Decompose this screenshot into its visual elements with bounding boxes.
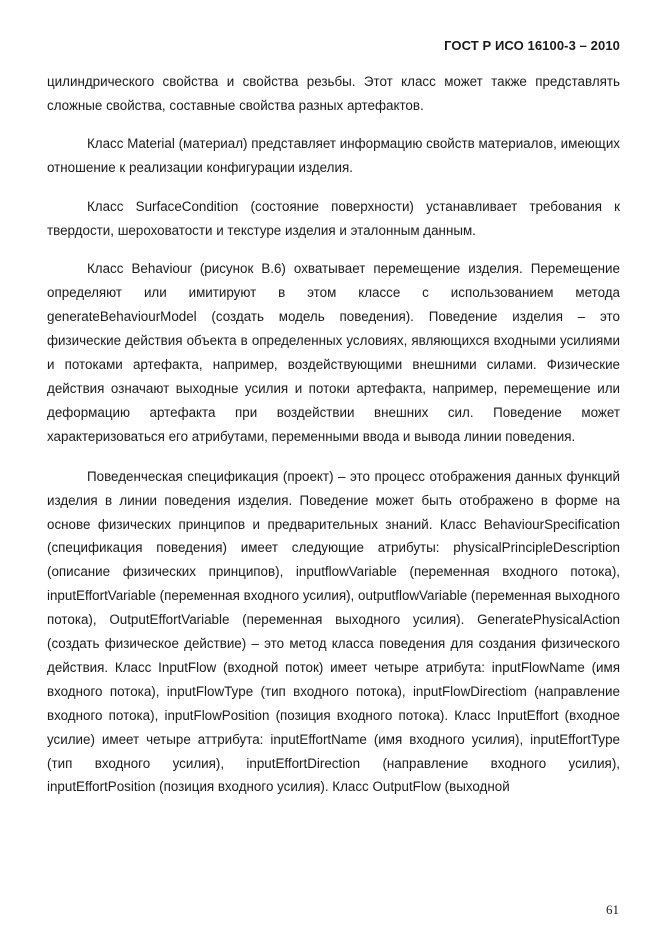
- paragraph-continuation: цилиндрического свойства и свойства резьбы. Этот класс может также представлять сложные свойства, составные свойства разных артефактов.: [47, 74, 620, 113]
- document-header: ГОСТ Р ИСО 16100-3 – 2010: [444, 38, 620, 53]
- paragraph-material-class: Класс Material (материал) представляет информацию свойств материалов, имеющих отношение к реализации конфигурации изделия.: [47, 135, 620, 175]
- page-number: 61: [606, 902, 619, 917]
- document-body: [47, 70, 620, 799]
- paragraph-behaviour-specification: Поведенческая спецификация (проект) – это процесс отображения данных функций изделия в линии поведения изделия. Поведение может быть отображено в форме на основе физических принципов и предварительных знаний. Класс BehaviourSpecification (спецификация поведения) имеет следующие атрибуты: physicalPrincipleDescription (описание физических принципов), inputflowVariable (переменная входного потока), inputEffortVariable (переменная входного усилия), outputflowVariable (переменная выходного потока), OutputEffortVariable (переменная выходного усилия). GeneratePhysicalAction (создать физическое действие) – это метод класса поведения для создания физического действия. Класс InputFlow (входной поток) имеет четыре атрибута: inputFlowName (имя входного потока), inputFlowType (тип входного потока), inputFlowDirectiom (направление входного потока), inputFlowPosition (позиция входного потока). Класс InputEffort (входное усилие) имеет четыре аттрибута: inputEffortName (имя входного усилия), inputEffortType (тип входного усилия), inputEffortDirection (направление входного усилия), inputEffortPosition (позиция входного усилия). Класс OutputFlow (выходной: [47, 468, 620, 795]
- paragraph-surface-condition-class: Класс SurfaceCondition (состояние поверхности) устанавливает требования к твердости, шероховатости и текстуре изделия и эталонным данным.: [47, 198, 620, 238]
- paragraph-behaviour-class: Класс Behaviour (рисунок В.6) охватывает перемещение изделия. Перемещение определяют или имитируют в этом классе с использованием метода generateBehaviourModel (создать модель поведения). Поведение изделия – это физические действия объекта в определенных условиях, являющихся входными усилиями и потоками артефакта, например, воздействующими внешними силами. Физические действия означают выходные усилия и потоки артефакта, например, перемещение или деформацию артефакта при воздействии внешних сил. Поведение может характеризоваться его атрибутами, переменными ввода и вывода линии поведения.: [47, 261, 620, 444]
